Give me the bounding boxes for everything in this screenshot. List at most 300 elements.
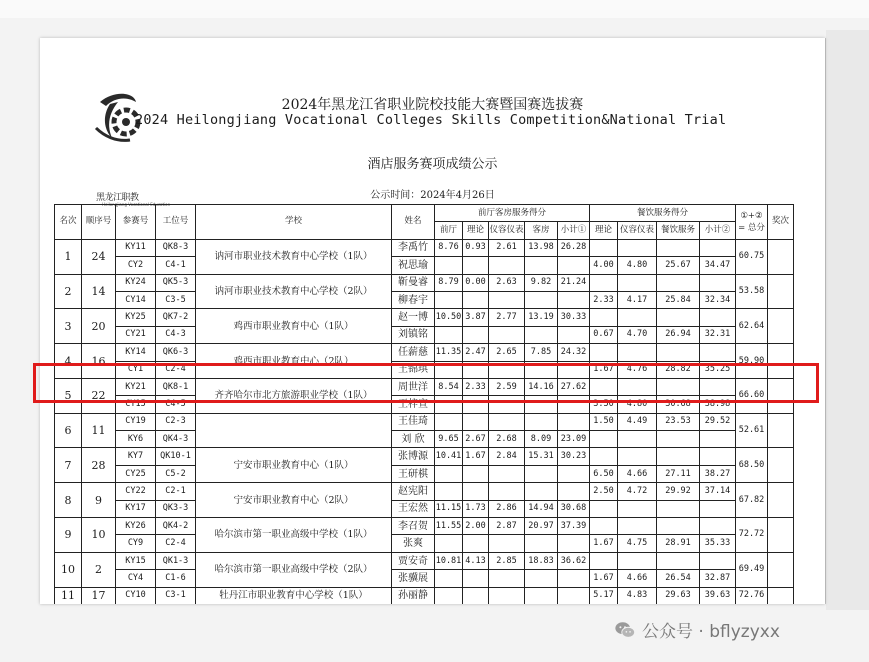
food-score-cell: 4.83 <box>618 587 657 604</box>
wechat-icon <box>614 619 636 641</box>
food-score-cell: 35.33 <box>700 535 736 552</box>
station-cell: C3-5 <box>156 291 196 308</box>
food-score-cell <box>590 518 618 535</box>
table-row <box>55 239 794 256</box>
table-row <box>55 291 794 308</box>
front-score-cell <box>463 570 489 587</box>
food-score-cell: 28.82 <box>657 361 700 378</box>
front-score-cell <box>525 291 558 308</box>
school-cell: 宁安市职业教育中心（2队） <box>196 483 392 518</box>
header-school: 学校 <box>196 205 392 240</box>
station-cell: C3-1 <box>156 587 196 604</box>
food-score-cell <box>618 518 657 535</box>
name-cell: 贾安奇 <box>392 552 435 569</box>
front-score-cell <box>489 483 525 500</box>
food-score-cell: 4.70 <box>618 326 657 343</box>
rank-cell: 1 <box>55 239 82 274</box>
school-cell: 讷河市职业技术教育中心学校（2队） <box>196 274 392 309</box>
header-food-col: 仪容仪表 <box>618 222 657 239</box>
front-score-cell: 3.87 <box>463 309 489 326</box>
entry-cell: CY2 <box>116 257 156 274</box>
entry-cell: CY15 <box>116 396 156 413</box>
entry-cell: CY1 <box>116 361 156 378</box>
front-score-cell: 21.24 <box>558 274 590 291</box>
table-row <box>55 483 794 500</box>
award-cell <box>768 413 794 448</box>
entry-cell: KY15 <box>116 552 156 569</box>
station-cell: C5-2 <box>156 465 196 482</box>
station-cell: QK1-3 <box>156 552 196 569</box>
school-cell: 宁安市职业教育中心（1队） <box>196 448 392 483</box>
total-cell: 53.58 <box>736 274 768 309</box>
front-score-cell: 2.61 <box>489 239 525 256</box>
front-score-cell: 37.39 <box>558 518 590 535</box>
station-cell: QK6-3 <box>156 344 196 361</box>
front-score-cell: 10.50 <box>435 309 463 326</box>
front-score-cell: 15.31 <box>525 448 558 465</box>
header-front-col: 前厅 <box>435 222 463 239</box>
front-score-cell: 20.97 <box>525 518 558 535</box>
food-score-cell: 1.67 <box>590 535 618 552</box>
front-score-cell: 9.65 <box>435 431 463 448</box>
front-score-cell: 2.33 <box>463 378 489 395</box>
rank-cell: 7 <box>55 448 82 483</box>
award-cell <box>768 239 794 274</box>
total-cell: 60.75 <box>736 239 768 274</box>
front-score-cell: 30.33 <box>558 309 590 326</box>
document-subtitle: 酒店服务赛项成绩公示 <box>367 157 498 172</box>
food-score-cell: 4.49 <box>618 413 657 430</box>
station-cell: QK8-3 <box>156 239 196 256</box>
table-row <box>55 257 794 274</box>
front-score-cell <box>435 291 463 308</box>
front-score-cell <box>489 587 525 604</box>
food-score-cell <box>700 500 736 517</box>
front-score-cell <box>435 570 463 587</box>
order-cell: 10 <box>82 518 116 553</box>
table-row <box>55 535 794 552</box>
front-score-cell: 2.65 <box>489 344 525 361</box>
header-front-col: 仪容仪表 <box>489 222 525 239</box>
front-score-cell: 2.84 <box>489 448 525 465</box>
rank-cell: 6 <box>55 413 82 448</box>
front-score-cell: 10.41 <box>435 448 463 465</box>
total-cell: 72.72 <box>736 518 768 553</box>
front-score-cell: 11.35 <box>435 344 463 361</box>
front-score-cell: 2.85 <box>489 552 525 569</box>
front-score-cell <box>489 257 525 274</box>
front-score-cell <box>558 257 590 274</box>
food-score-cell <box>657 344 700 361</box>
station-cell: C2-4 <box>156 361 196 378</box>
food-score-cell <box>590 274 618 291</box>
food-score-cell: 23.53 <box>657 413 700 430</box>
school-cell: 鸡西市职业教育中心（1队） <box>196 309 392 344</box>
table-row <box>55 552 794 569</box>
food-score-cell <box>657 500 700 517</box>
entry-cell: CY10 <box>116 587 156 604</box>
order-cell: 14 <box>82 274 116 309</box>
header-total-line1: ①+② <box>740 210 763 221</box>
front-score-cell <box>525 326 558 343</box>
station-cell: QK4-2 <box>156 518 196 535</box>
food-score-cell <box>700 518 736 535</box>
food-score-cell: 5.17 <box>590 587 618 604</box>
front-score-cell: 8.09 <box>525 431 558 448</box>
front-score-cell <box>435 535 463 552</box>
order-cell: 22 <box>82 378 116 413</box>
station-cell: C2-3 <box>156 413 196 430</box>
food-score-cell <box>618 448 657 465</box>
logo-text: 黑龙江职教 <box>96 193 139 203</box>
rank-cell: 9 <box>55 518 82 553</box>
school-cell <box>196 413 392 448</box>
header-food-group: 餐饮服务得分 <box>590 205 736 222</box>
front-score-cell <box>525 257 558 274</box>
food-score-cell: 34.47 <box>700 257 736 274</box>
table-row <box>55 500 794 517</box>
food-score-cell <box>700 344 736 361</box>
front-score-cell <box>525 535 558 552</box>
front-score-cell: 26.28 <box>558 239 590 256</box>
food-score-cell: 6.50 <box>590 465 618 482</box>
front-score-cell: 2.00 <box>463 518 489 535</box>
front-score-cell <box>489 413 525 430</box>
front-score-cell <box>463 465 489 482</box>
order-cell: 11 <box>82 413 116 448</box>
publish-time: 公示时间：2024年4月26日 <box>370 190 495 201</box>
table-row <box>55 518 794 535</box>
school-cell: 哈尔滨市第一职业高级中学校（2队） <box>196 552 392 587</box>
station-cell: QK4-3 <box>156 431 196 448</box>
front-score-cell: 8.54 <box>435 378 463 395</box>
food-score-cell <box>657 309 700 326</box>
watermark <box>614 617 780 642</box>
header-front-col: 客房 <box>525 222 558 239</box>
food-score-cell: 29.92 <box>657 483 700 500</box>
front-score-cell: 1.73 <box>463 500 489 517</box>
name-cell: 刘镇铭 <box>392 326 435 343</box>
front-score-cell: 30.68 <box>558 500 590 517</box>
school-cell: 鸡西市职业教育中心（2队） <box>196 344 392 379</box>
name-cell: 李禹竹 <box>392 239 435 256</box>
logo-subtext: Heilongjiang Vocational Education <box>102 202 171 207</box>
table-row <box>55 344 794 361</box>
header-entry: 参赛号 <box>116 205 156 240</box>
order-cell: 28 <box>82 448 116 483</box>
food-score-cell: 2.50 <box>590 483 618 500</box>
station-cell: QK8-1 <box>156 378 196 395</box>
entry-cell: KY14 <box>116 344 156 361</box>
entry-cell: KY17 <box>116 500 156 517</box>
award-cell <box>768 274 794 309</box>
food-score-cell <box>657 448 700 465</box>
station-cell: C1-6 <box>156 570 196 587</box>
watermark-text: 公众号 · bflyzyxx <box>642 622 780 642</box>
header-name: 姓名 <box>392 205 435 240</box>
food-score-cell <box>618 309 657 326</box>
food-score-cell: 32.87 <box>700 570 736 587</box>
name-cell: 柳春宇 <box>392 291 435 308</box>
name-cell: 王锦琪 <box>392 361 435 378</box>
award-cell <box>768 587 794 604</box>
food-score-cell: 4.76 <box>618 361 657 378</box>
front-score-cell: 7.85 <box>525 344 558 361</box>
front-score-cell: 0.00 <box>463 274 489 291</box>
entry-cell: CY4 <box>116 570 156 587</box>
food-score-cell: 29.63 <box>657 587 700 604</box>
order-cell: 2 <box>82 552 116 587</box>
table-row <box>55 431 794 448</box>
front-score-cell <box>435 587 463 604</box>
front-score-cell: 2.67 <box>463 431 489 448</box>
award-cell <box>768 552 794 587</box>
food-score-cell <box>700 448 736 465</box>
food-score-cell <box>657 431 700 448</box>
food-score-cell: 2.33 <box>590 291 618 308</box>
entry-cell: KY25 <box>116 309 156 326</box>
front-score-cell <box>435 257 463 274</box>
food-score-cell: 32.31 <box>700 326 736 343</box>
front-score-cell: 2.87 <box>489 518 525 535</box>
total-cell: 52.61 <box>736 413 768 448</box>
document-page <box>40 38 825 604</box>
table-row <box>55 274 794 291</box>
front-score-cell <box>489 291 525 308</box>
header-food-col: 小计② <box>700 222 736 239</box>
station-cell: QK10-1 <box>156 448 196 465</box>
total-cell: 59.90 <box>736 344 768 379</box>
rank-cell: 3 <box>55 309 82 344</box>
food-score-cell: 1.67 <box>590 361 618 378</box>
front-score-cell: 13.98 <box>525 239 558 256</box>
table-row <box>55 465 794 482</box>
front-score-cell: 14.16 <box>525 378 558 395</box>
food-score-cell: 4.66 <box>618 465 657 482</box>
school-cell: 牡丹江市职业教育中心学校（1队） <box>196 587 392 604</box>
table-row <box>55 413 794 430</box>
food-score-cell: 4.80 <box>618 396 657 413</box>
food-score-cell <box>618 552 657 569</box>
name-cell: 刘 欣 <box>392 431 435 448</box>
school-cell: 哈尔滨市第一职业高级中学校（1队） <box>196 518 392 553</box>
front-score-cell <box>463 535 489 552</box>
food-score-cell <box>618 239 657 256</box>
front-score-cell <box>463 483 489 500</box>
food-score-cell: 25.67 <box>657 257 700 274</box>
table-row <box>55 309 794 326</box>
title-chinese: 2024年黑龙江省职业院校技能大赛暨国赛选拔赛 <box>281 97 584 113</box>
station-cell: C2-1 <box>156 483 196 500</box>
front-score-cell <box>525 483 558 500</box>
name-cell: 周世洋 <box>392 378 435 395</box>
name-cell: 赵宪阳 <box>392 483 435 500</box>
entry-cell: CY9 <box>116 535 156 552</box>
header-total <box>736 205 768 240</box>
front-score-cell <box>463 257 489 274</box>
food-score-cell: 37.14 <box>700 483 736 500</box>
food-score-cell <box>590 431 618 448</box>
order-cell: 20 <box>82 309 116 344</box>
food-score-cell: 4.00 <box>590 257 618 274</box>
food-score-cell <box>618 431 657 448</box>
front-score-cell <box>525 413 558 430</box>
food-score-cell: 4.80 <box>618 257 657 274</box>
entry-cell: KY11 <box>116 239 156 256</box>
food-score-cell <box>700 431 736 448</box>
food-score-cell: 3.50 <box>590 396 618 413</box>
name-cell: 李召贺 <box>392 518 435 535</box>
food-score-cell: 39.63 <box>700 587 736 604</box>
header-rank: 名次 <box>55 205 82 240</box>
front-score-cell: 11.55 <box>435 518 463 535</box>
front-score-cell: 1.67 <box>463 448 489 465</box>
station-cell: C2-4 <box>156 535 196 552</box>
food-score-cell: 38.27 <box>700 465 736 482</box>
food-score-cell <box>700 552 736 569</box>
food-score-cell <box>657 552 700 569</box>
food-score-cell <box>590 344 618 361</box>
award-cell <box>768 448 794 483</box>
food-score-cell <box>618 500 657 517</box>
station-cell: QK5-3 <box>156 274 196 291</box>
front-score-cell <box>463 413 489 430</box>
school-cell: 齐齐哈尔市北方旅游职业学校（1队） <box>196 378 392 413</box>
food-score-cell <box>590 500 618 517</box>
front-score-cell: 4.13 <box>463 552 489 569</box>
front-score-cell: 0.93 <box>463 239 489 256</box>
station-cell: C4-5 <box>156 396 196 413</box>
front-score-cell <box>463 587 489 604</box>
header-front-col: 理论 <box>463 222 489 239</box>
front-score-cell <box>558 587 590 604</box>
front-score-cell: 14.94 <box>525 500 558 517</box>
food-score-cell: 1.50 <box>590 413 618 430</box>
food-score-cell <box>657 274 700 291</box>
name-cell: 王佳琦 <box>392 413 435 430</box>
total-cell: 68.50 <box>736 448 768 483</box>
rank-cell: 2 <box>55 274 82 309</box>
rank-cell: 8 <box>55 483 82 518</box>
table-row <box>55 570 794 587</box>
food-score-cell: 1.67 <box>590 570 618 587</box>
food-score-cell: 26.94 <box>657 326 700 343</box>
name-cell: 张骥展 <box>392 570 435 587</box>
front-score-cell <box>558 535 590 552</box>
total-cell: 69.49 <box>736 552 768 587</box>
station-cell: C4-1 <box>156 257 196 274</box>
order-cell: 9 <box>82 483 116 518</box>
front-score-cell: 2.47 <box>463 344 489 361</box>
front-score-cell <box>463 326 489 343</box>
score-table <box>54 204 794 604</box>
front-score-cell: 24.32 <box>558 344 590 361</box>
front-score-cell: 13.19 <box>525 309 558 326</box>
name-cell: 王研棋 <box>392 465 435 482</box>
header-order: 顺序号 <box>82 205 116 240</box>
total-cell: 72.76 <box>736 587 768 604</box>
front-score-cell <box>525 570 558 587</box>
entry-cell: CY14 <box>116 291 156 308</box>
food-score-cell: 25.84 <box>657 291 700 308</box>
entry-cell: CY21 <box>116 326 156 343</box>
entry-cell: CY22 <box>116 483 156 500</box>
food-score-cell <box>590 448 618 465</box>
food-score-cell: 4.75 <box>618 535 657 552</box>
header-station: 工位号 <box>156 205 196 240</box>
entry-cell: KY24 <box>116 274 156 291</box>
top-bar <box>0 0 869 18</box>
food-score-cell: 28.91 <box>657 535 700 552</box>
front-score-cell: 2.77 <box>489 309 525 326</box>
front-score-cell: 36.62 <box>558 552 590 569</box>
front-score-cell <box>489 570 525 587</box>
entry-cell: CY25 <box>116 465 156 482</box>
front-score-cell <box>558 570 590 587</box>
front-score-cell <box>558 326 590 343</box>
front-score-cell: 2.63 <box>489 274 525 291</box>
entry-cell: KY6 <box>116 431 156 448</box>
station-cell: C4-3 <box>156 326 196 343</box>
name-cell: 祝思瑜 <box>392 257 435 274</box>
front-score-cell: 2.59 <box>489 378 525 395</box>
table-row <box>55 587 794 604</box>
total-cell: 62.64 <box>736 309 768 344</box>
front-score-cell: 2.86 <box>489 500 525 517</box>
food-score-cell: 38.98 <box>700 396 736 413</box>
entry-cell: KY21 <box>116 378 156 395</box>
food-score-cell <box>700 274 736 291</box>
food-score-cell: 30.68 <box>657 396 700 413</box>
front-score-cell: 11.15 <box>435 500 463 517</box>
table-row <box>55 326 794 343</box>
entry-cell: CY19 <box>116 413 156 430</box>
table-row <box>55 448 794 465</box>
header-food-col: 理论 <box>590 222 618 239</box>
award-cell <box>768 518 794 553</box>
name-cell: 赵一博 <box>392 309 435 326</box>
rank-cell: 11 <box>55 587 82 604</box>
front-score-cell <box>463 291 489 308</box>
rank-cell: 5 <box>55 378 82 413</box>
food-score-cell <box>590 309 618 326</box>
food-score-cell <box>618 274 657 291</box>
total-cell: 66.60 <box>736 378 768 413</box>
food-score-cell: 26.54 <box>657 570 700 587</box>
title-english: 2024 Heilongjiang Vocational Colleges Skills Competition&National Trial <box>135 112 727 128</box>
front-score-cell: 2.68 <box>489 431 525 448</box>
front-score-cell <box>435 465 463 482</box>
total-cell: 67.82 <box>736 483 768 518</box>
food-score-cell <box>590 552 618 569</box>
front-score-cell <box>525 587 558 604</box>
front-score-cell: 27.62 <box>558 378 590 395</box>
food-score-cell <box>590 239 618 256</box>
entry-cell: KY7 <box>116 448 156 465</box>
front-score-cell <box>435 483 463 500</box>
food-score-cell <box>657 239 700 256</box>
order-cell: 17 <box>82 587 116 604</box>
award-cell <box>768 483 794 518</box>
header-total-line2: = 总分 <box>738 222 765 233</box>
front-score-cell: 10.81 <box>435 552 463 569</box>
table-header-row <box>55 205 794 222</box>
food-score-cell: 35.25 <box>700 361 736 378</box>
school-cell: 讷河市职业技术教育中心学校（1队） <box>196 239 392 274</box>
order-cell: 24 <box>82 239 116 274</box>
front-score-cell: 9.82 <box>525 274 558 291</box>
rank-cell: 4 <box>55 344 82 379</box>
